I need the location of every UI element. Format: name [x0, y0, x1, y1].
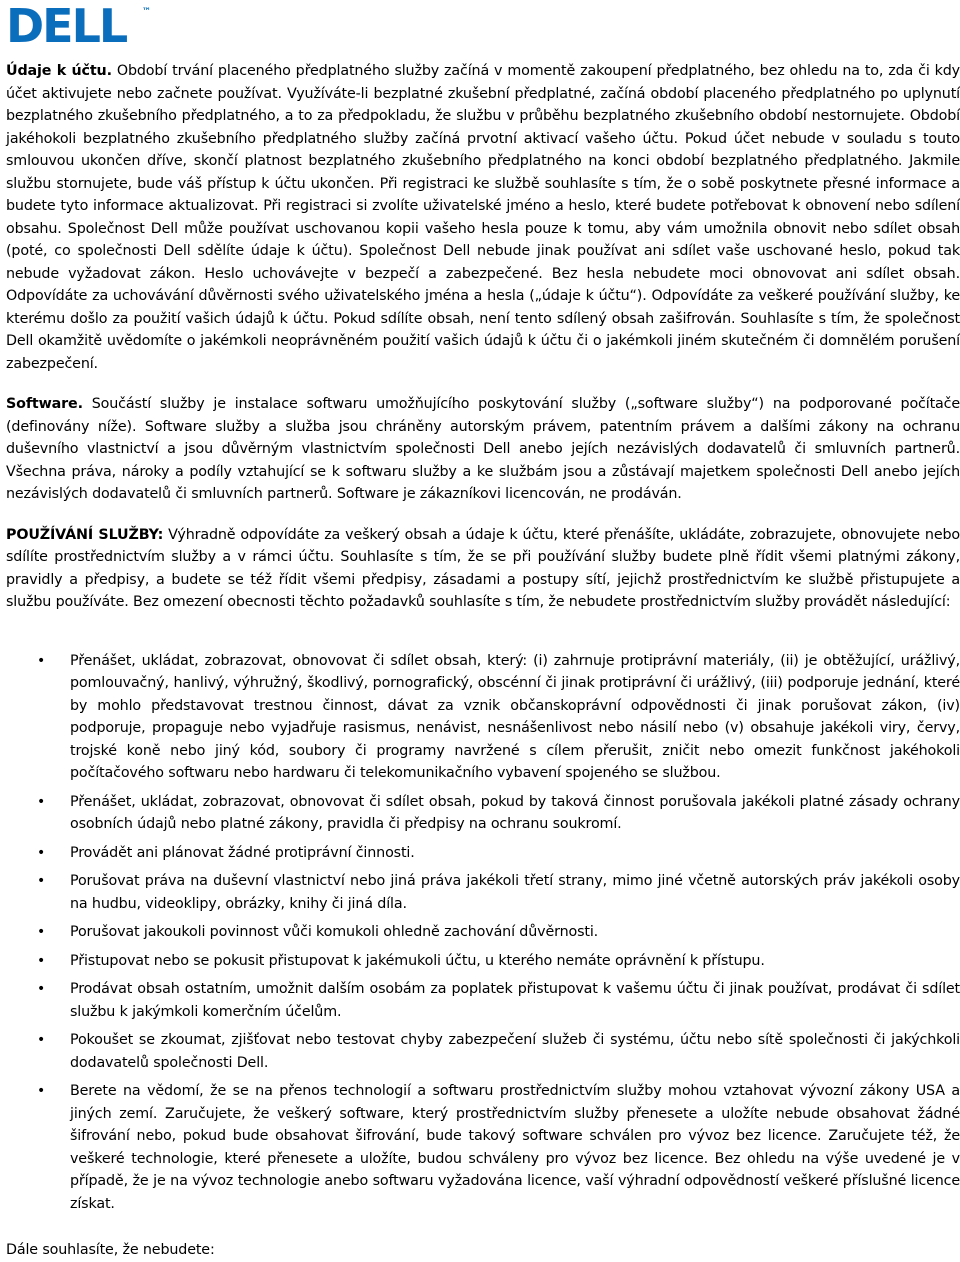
list-item	[6, 950, 960, 973]
list-item	[6, 870, 960, 915]
list-item-text: Přenášet, ukládat, zobrazovat, obnovovat či sdílet obsah, pokud by taková činnost porušovala jakékoli platné zásady ochrany osobních údajů nebo platné zákony, pravidla či předpisy na ochranu soukromí.	[70, 793, 960, 832]
list-item-text: Prodávat obsah ostatním, umožnit dalším osobám za poplatek přistupovat k vašemu účtu či jinak používat, prodávat či sdílet službu k jakýmkoli komerčním účelům.	[70, 981, 960, 1020]
bullet-icon: •	[37, 873, 46, 889]
bullet-icon: •	[37, 793, 46, 810]
svg-text:DELL: DELL	[6, 2, 127, 46]
list-item	[6, 1029, 960, 1074]
list-item	[6, 978, 960, 1023]
list-item	[6, 791, 960, 836]
list-item-text: Provádět ani plánovat žádné protiprávní činnosti.	[70, 844, 415, 861]
account-text: Období trvání placeného předplatného služby začíná v momentě zakoupení předplatného, bez ohledu na to, zda či kdy účet aktivujete nebo začnete používat. Využíváte-li bezplatné zkušební předplatné, začíná období placeného předplatného po uplynutí bezplatného zkušebního předplatného, a to za předpokladu, že službu v průběhu bezplatného zkušebního období nestornujete. Období jakéhokoli bezplatného zkušebního předplatného služby začíná prvotní aktivací vašeho účtu. Pokud účet nebude v souladu s touto smlouvou ukončen dříve, skončí platnost bezplatného zkušebního předplatného na konci období bezplatného předplatného. Jakmile službu stornujete, bude váš přístup k účtu ukončen. Při registraci ke službě souhlasíte s tím, že o sobě poskytnete přesné informace a budete tyto informace aktualizovat. Při registraci si zvolíte uživatelské jméno a heslo, které budete potřebovat k obnovení nebo sdílení obsahu. Společnost Dell může používat uschovanou kopii vašeho hesla pouze k tomu, aby vám umožnila obnovit nebo sdílet obsah (poté, co společnosti Dell sdělíte údaje k účtu). Společnost Dell nebude jinak používat ani sdílet vaše uschované heslo, pokud tak nebude vyžadovat zákon. Heslo uchovávejte v bezpečí a zabezpečené. Bez hesla nebudete moci obnovovat ani sdílet obsah. Odpovídáte za uchovávání důvěrnosti svého uživatelského jména a hesla („údaje k účtu“). Odpovídáte za veškeré používání služby, ke kterému došlo za použití vašich údajů k účtu. Pokud sdílíte obsah, není tento sdílený obsah zašifrován. Souhlasíte s tím, že společnost Dell okamžitě uvědomíte o jakémkoli neoprávněném použití vašich údajů k účtu či o jakémkoli jiném skutečném či domnělém porušení zabezpečení.	[6, 63, 960, 372]
usage-text: Výhradně odpovídáte za veškerý obsah a údaje k účtu, které přenášíte, ukládáte, zobrazujete, obnovujete nebo sdílíte prostřednictvím služby a v rámci účtu. Souhlasíte s tím, že se při používání služby budete plně řídit všemi platnými zákony, pravidly a předpisy, a budete se též řídit všemi předpisy, zásadami a postupy sítí, jejichž prostřednictvím ke službě přistupujete a službu používáte. Bez omezení obecnosti těchto požadavků souhlasíte s tím, že nebudete prostřednictvím služby provádět následující:	[6, 526, 960, 610]
list-item-text: Přenášet, ukládat, zobrazovat, obnovovat či sdílet obsah, který: (i) zahrnuje protiprávní materiály, (ii) je obtěžující, urážlivý, pomlouvačný, hanlivý, výhružný, škodlivý, pornografický, obscénní či jinak protiprávní či urážlivý, (iii) podporuje jednání, které by mohlo představovat trestnou činnost, dávat za vznik občanskoprávní odpovědnosti či jinak porušovat zákon, (iv) podporuje, propaguje nebo vyjadřuje rasismus, nenávist, nesnášenlivost nebo násilí nebo (v) obsahuje jakékoli viry, červy, trojské koně nebo jiný kód, soubory či programy navržené s cílem přerušit, zničit nebo omezit funkčnost jakéhokoli počítačového softwaru nebo hardwaru či telekomunikačního vybavení spojeného se službou.	[70, 652, 960, 781]
software-paragraph	[6, 393, 960, 506]
list-item	[6, 650, 960, 785]
list-item-text: Porušovat práva na duševní vlastnictví nebo jiná práva jakékoli třetí strany, mimo jiné včetně autorských práv jakékoli osoby na hudbu, videoklipy, obrázky, knihy či jiná díla.	[70, 873, 960, 912]
account-paragraph	[6, 60, 960, 375]
dell-logo	[6, 2, 154, 46]
document-body	[6, 60, 960, 1262]
list-item-text: Porušovat jakoukoli povinnost vůči komukoli ohledně zachování důvěrnosti.	[70, 924, 599, 940]
bullet-icon: •	[37, 981, 46, 997]
list-item	[6, 842, 960, 865]
usage-heading: POUŽÍVÁNÍ SLUŽBY:	[6, 526, 164, 543]
list-item	[6, 921, 960, 944]
list-item-text: Pokoušet se zkoumat, zjišťovat nebo testovat chyby zabezpečení služeb či systému, účtu nebo sítě společnosti či jakýchkoli dodavatelů společnosti Dell.	[70, 1032, 960, 1071]
svg-text:™: ™	[142, 7, 151, 17]
list-item-text: Berete na vědomí, že se na přenos technologií a softwaru prostřednictvím služby mohou vztahovat vývozní zákony USA a jiných zemí. Zaručujete, že veškerý software, který prostřednictvím služby přenesete a uložíte nebude obsahovat žádné šifrování nebo, pokud bude obsahovat šifrování, bude takový software schválen pro vývoz bez licence. Zaručujete též, že veškeré technologie, které přenesete a uložíte, budou schváleny pro vývoz bez licence. Bez ohledu na výše uvedené je v případě, že je na vývoz technologie anebo softwaru vyžadována licence, vaší výhradní odpovědností veškeré příslušné licence získat.	[70, 1083, 960, 1212]
software-heading: Software.	[6, 396, 83, 412]
bullet-icon: •	[37, 924, 46, 940]
bullet-icon: •	[37, 1032, 46, 1048]
usage-paragraph	[6, 524, 960, 614]
bullet-icon: •	[37, 1083, 46, 1099]
list-item	[6, 1080, 960, 1215]
bullet-icon: •	[37, 652, 46, 669]
software-text: Součástí služby je instalace softwaru umožňujícího poskytování služby („software služby“) na podporované počítače (definovány níže). Software služby a služba jsou chráněny autorským právem, patentním právem a dalšími zákony na ochranu duševního vlastnictví a jsou důvěrným vlastnictvím společnosti Dell anebo jejích nezávislých dodavatelů či smluvních partnerů. Všechna práva, nároky a podíly vztahující se k softwaru služby a ke službám jsou a zůstávají majetkem společnosti Dell anebo jejích nezávislých dodavatelů či smluvních partnerů. Software je zákazníkovi licencován, ne prodáván.	[6, 396, 960, 502]
account-heading: Údaje k účtu.	[6, 63, 112, 79]
prohibited-actions-list	[6, 650, 960, 1216]
bullet-icon: •	[37, 844, 46, 861]
list-item-text: Přistupovat nebo se pokusit přistupovat k jakémukoli účtu, u kterého nemáte oprávnění k přístupu.	[70, 952, 765, 969]
bullet-icon: •	[37, 952, 46, 969]
closing-line: Dále souhlasíte, že nebudete:	[6, 1242, 215, 1258]
